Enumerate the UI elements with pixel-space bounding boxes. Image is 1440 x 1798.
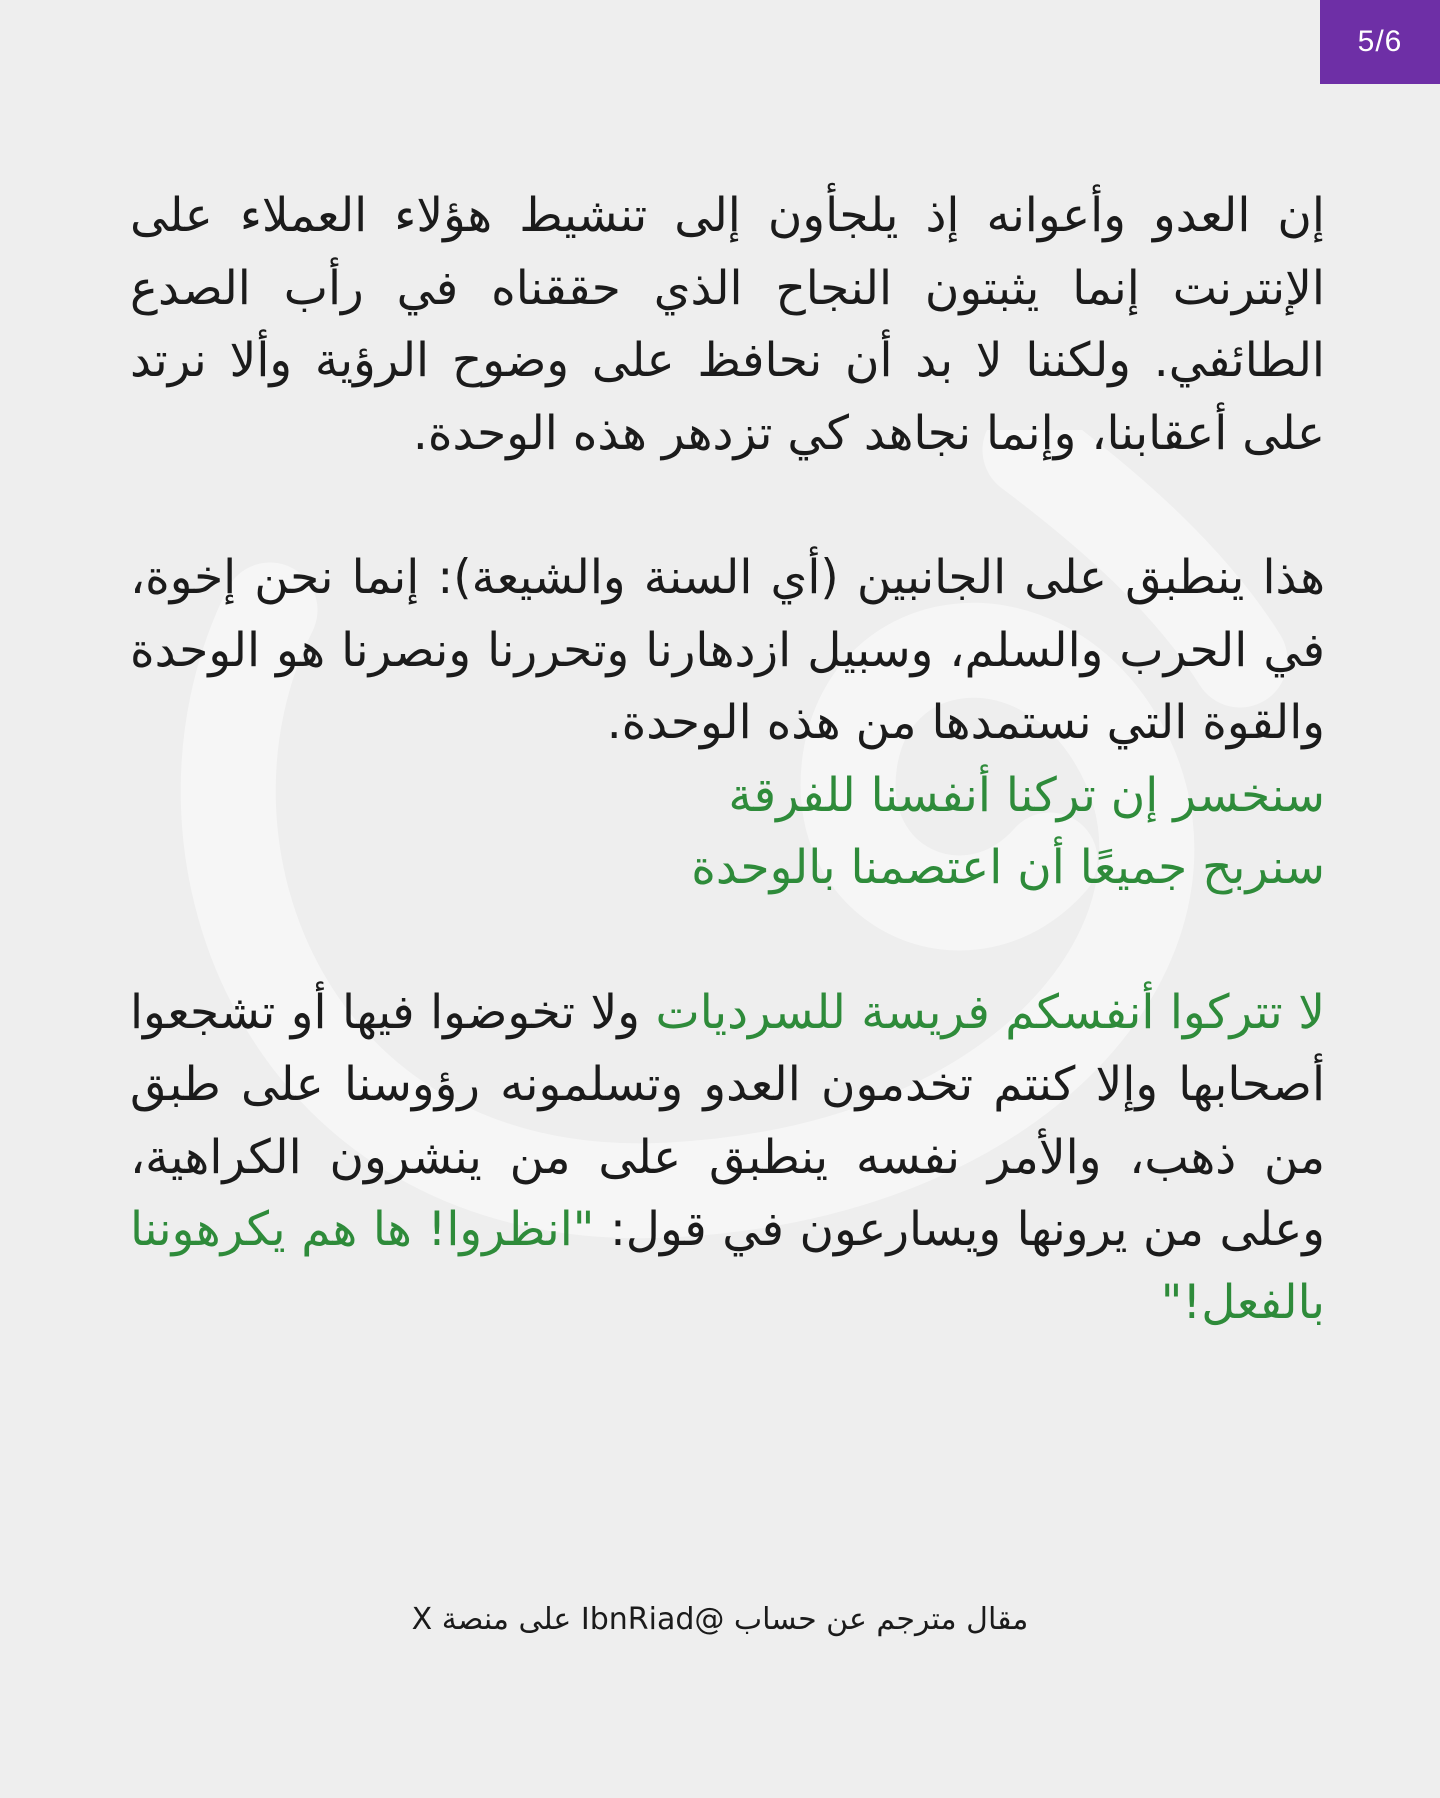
paragraph-1: إن العدو وأعوانه إذ يلجأون إلى تنشيط هؤلاء العملاء على الإنترنت إنما يثبتون النجاح الذي حققناه في رأب الصدع الطائفي. ولكننا لا بد أن نحافظ على وضوح الرؤية وألا نرتد على أعقابنا، وإنما نجاهد كي تزدهر هذه الوحدة.: [130, 188, 1325, 461]
highlight-narratives: لا تتركوا أنفسكم فريسة للسرديات: [655, 984, 1325, 1040]
footer-credit: [0, 1602, 1440, 1637]
footer-credit-text: مقال مترجم عن حساب @IbnRiad على منصة X: [411, 1602, 1029, 1637]
highlight-line-lose: سنخسر إن تركنا أنفسنا للفرقة: [728, 767, 1325, 823]
paragraph-spacer: [130, 470, 1325, 542]
highlight-line-win: سنربح جميعًا أن اعتصمنا بالوحدة: [691, 840, 1325, 895]
article-body: [130, 180, 1325, 1339]
page-indicator-badge: [1320, 0, 1440, 84]
paragraph-3: [130, 977, 1325, 1340]
highlight-quote: "انظروا! ها هم يكرهوننا بالفعل!": [130, 1202, 1325, 1330]
paragraph-3-body: ولا تخوضوا فيها أو تشجعوا أصحابها وإلا كنتم تخدمون العدو وتسلمونه رؤوسنا على طبق من ذهب، والأمر نفسه ينطبق على من ينشرون الكراهية، وعلى من يرونها ويسارعون في قول:: [130, 984, 1325, 1257]
page-indicator-text: 5/6: [1357, 25, 1403, 58]
paragraph-spacer: [130, 905, 1325, 977]
paragraph-2: هذا ينطبق على الجانبين (أي السنة والشيعة): إنما نحن إخوة، في الحرب والسلم، وسبيل ازدهارنا وتحررنا ونصرنا هو الوحدة والقوة التي نستمدها من هذه الوحدة.: [130, 550, 1325, 750]
